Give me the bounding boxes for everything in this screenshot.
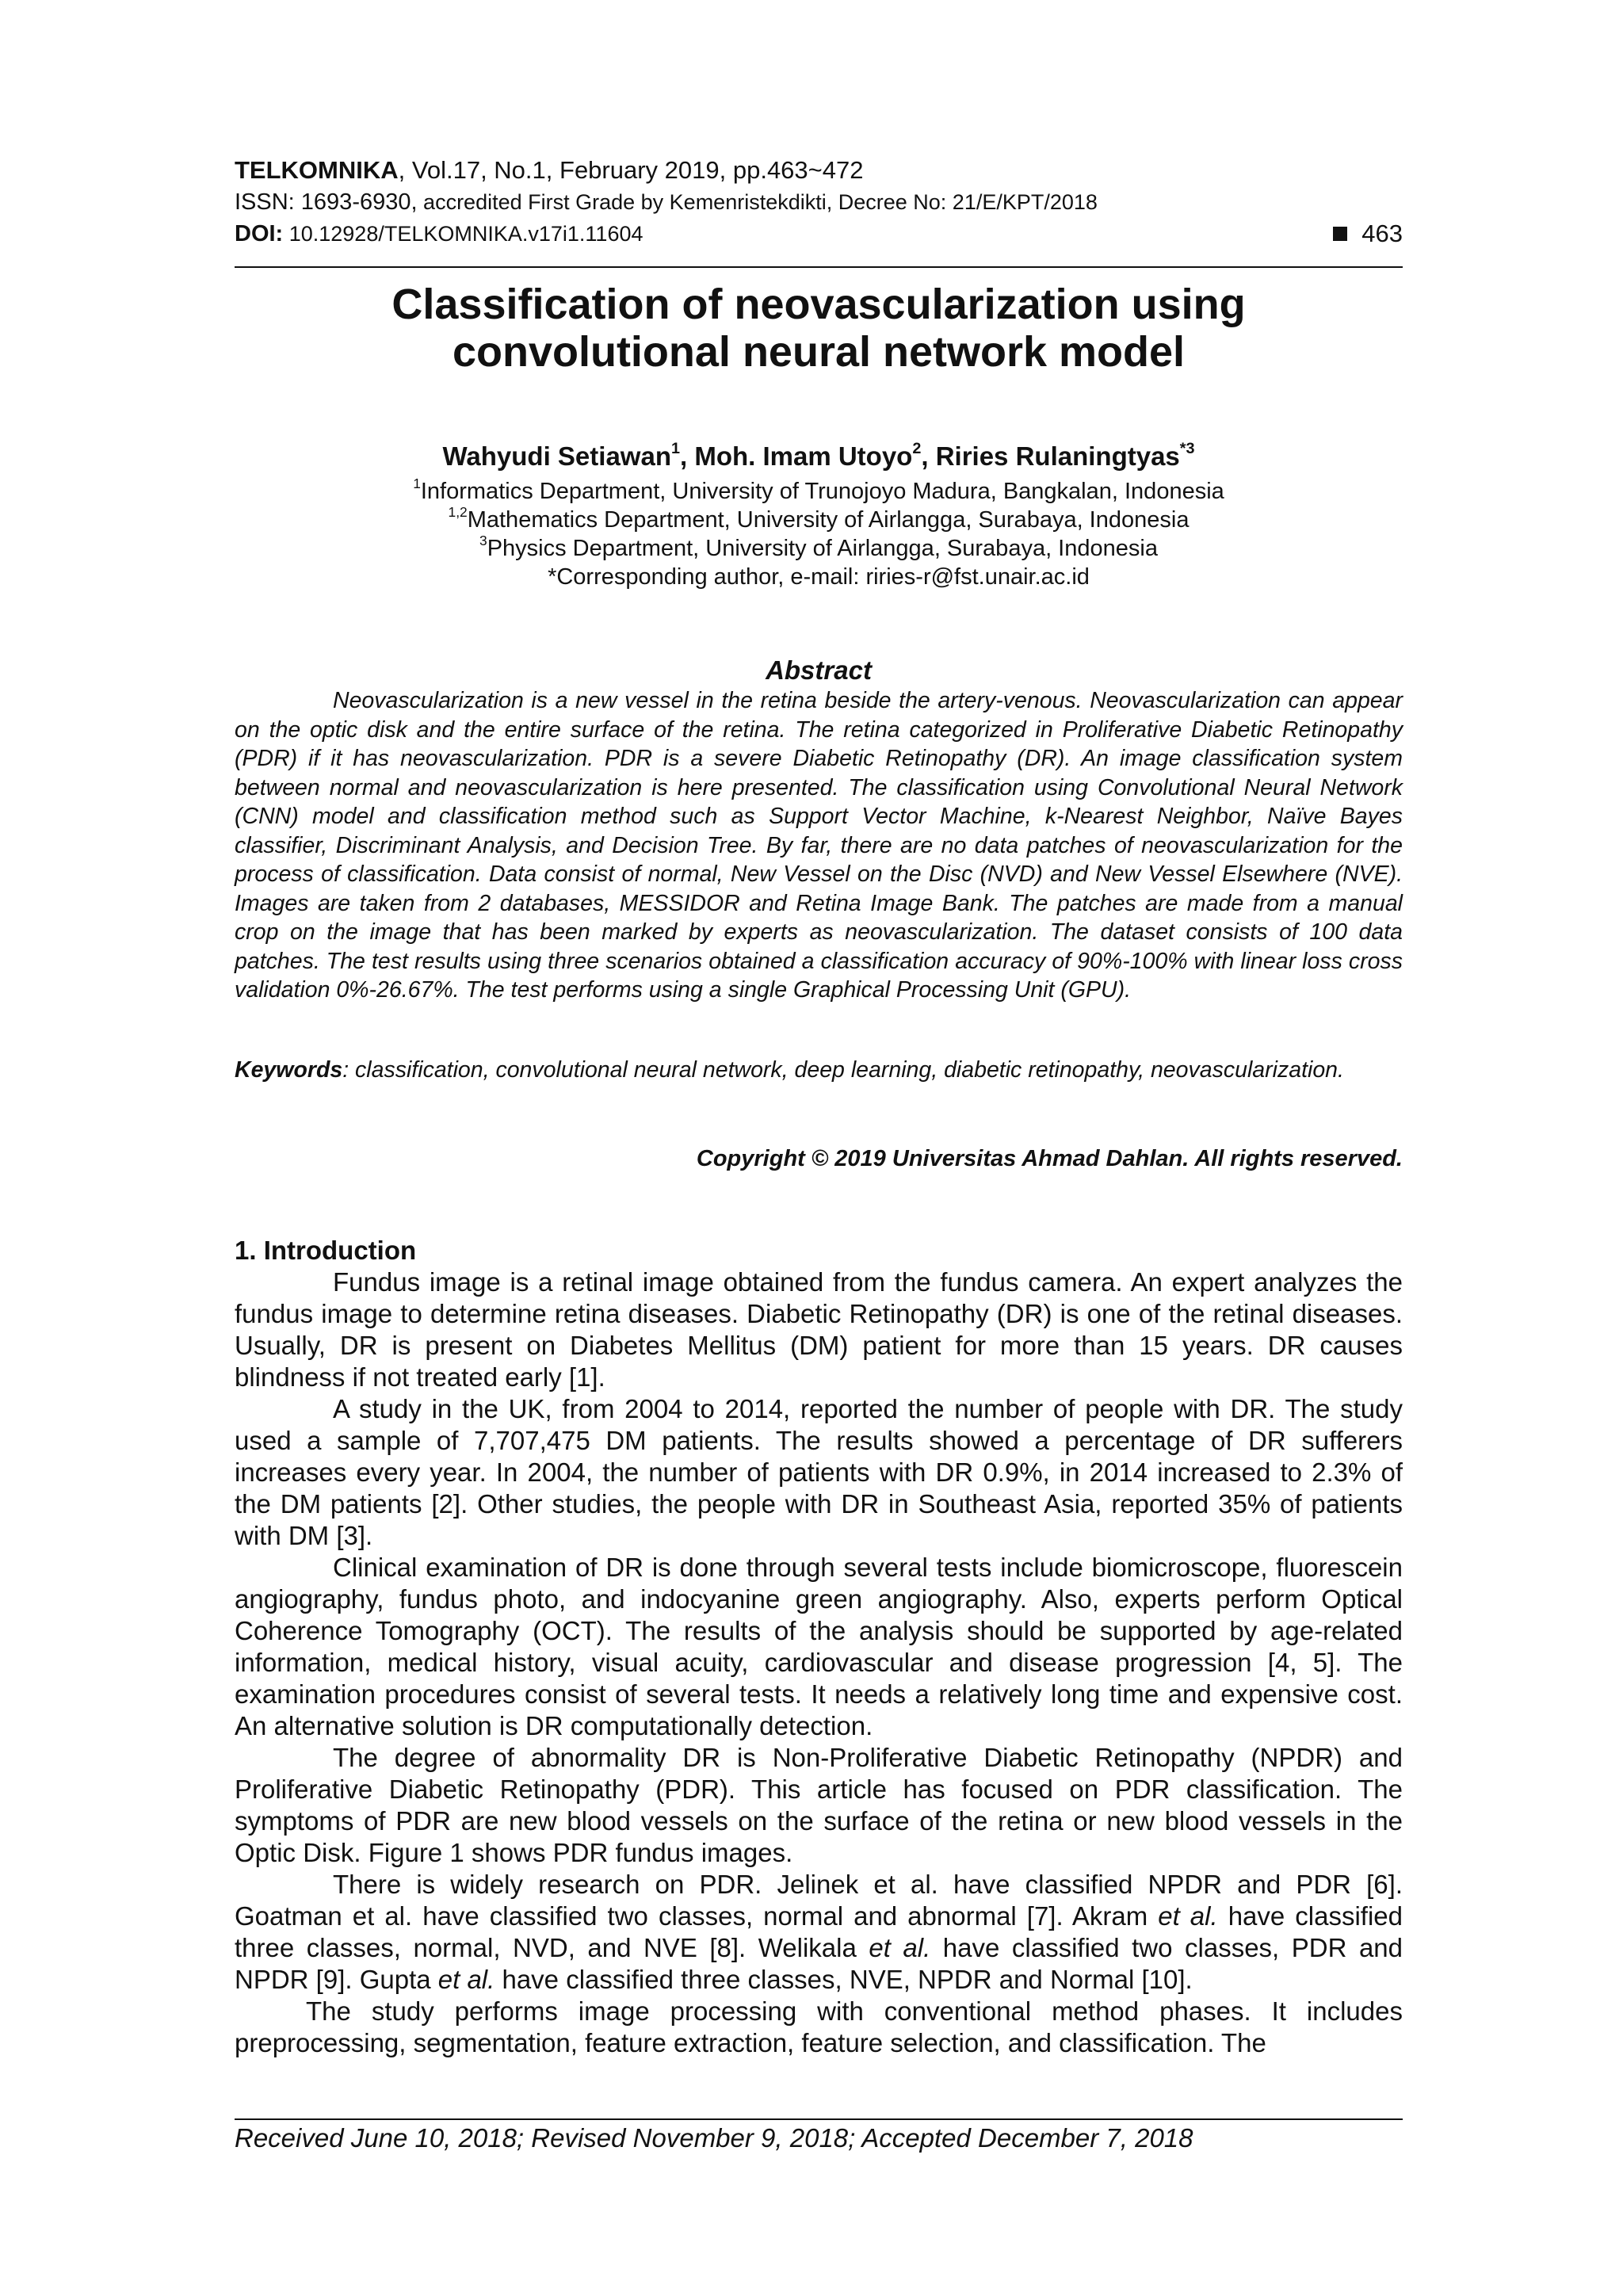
corresponding-author: *Corresponding author, e-mail: riries-r@fst.unair.ac.id xyxy=(548,564,1090,590)
journal-details: , Vol.17, No.1, February 2019, pp.463~472 xyxy=(398,156,864,184)
title-line-1: Classification of neovascularization using xyxy=(391,281,1246,328)
intro-paragraph: Fundus image is a retinal image obtained from the fundus camera. An expert analyzes the fundus image to determine retina diseases. Diabetic Retinopathy (DR) is one of the retinal diseases. Usually, DR is present on Diabetes Mellitus (DM) patient for more than 15 years. DR causes blindness if not treated early [1]. xyxy=(235,1267,1403,1392)
author-3-sup: *3 xyxy=(1179,440,1195,458)
issn-line xyxy=(235,187,1403,217)
journal-header xyxy=(235,155,1403,186)
author-list xyxy=(235,440,1403,473)
intro-paragraph: The degree of abnormality DR is Non-Proliferative Diabetic Retinopathy (NPDR) and Proliferative Diabetic Retinopathy (PDR). This article has focused on PDR classification. The symptoms of PDR are new blood vessels on the surface of the retina or new blood vessels in the Optic Disk. Figure 1 shows PDR fundus images. xyxy=(235,1743,1403,1867)
affiliation-1: $^1$Informatics Department, University of Trunojoyo Madura, Bangkalan, Indonesia xyxy=(413,475,1224,504)
affiliation-3: $^3$Physics Department, University of Airlangga, Surabaya, Indonesia xyxy=(479,532,1158,561)
journal-name: TELKOMNIKA xyxy=(235,156,399,184)
keywords-text: : classification, convolutional neural network, deep learning, diabetic retinopathy, neovascularization. xyxy=(342,1057,1344,1083)
received-dates: Received June 10, 2018; Revised November 9, 2018; Accepted December 7, 2018 xyxy=(235,2123,1193,2153)
author-3: , Riries Rulaningtyas xyxy=(921,441,1180,471)
doi-link[interactable]: 10.12928/TELKOMNIKA.v17i1.11604 xyxy=(283,222,643,246)
abstract-heading: Abstract xyxy=(766,655,872,685)
introduction-body xyxy=(235,1266,1403,2059)
intro-paragraph: A study in the UK, from 2004 to 2014, reported the number of people with DR. The study used a sample of 7,707,475 DM patients. The results showed a percentage of DR sufferers increases every year. In 2004, the number of patients with DR 0.9%, in 2014 increased to 2.3% of the DM patients [2]. Other studies, the people with DR in Southeast Asia, reported 35% of patients with DM [3]. xyxy=(235,1394,1403,1550)
page-number xyxy=(1333,219,1403,249)
author-2-sup: 2 xyxy=(912,440,922,458)
intro-paragraph: Clinical examination of DR is done through several tests include biomicroscope, fluorescein angiography, fundus photo, and indocyanine green angiography. Also, experts perform Optical Coherence Tomography (OCT). The results of the analysis should be supported by age-related information, medical history, visual acuity, cardiovascular and disease progression [4, 5]. The examination procedures consist of several tests. It needs a relatively long time and expensive cost. An alternative solution is DR computationally detection. xyxy=(235,1553,1403,1740)
intro-paragraph: There is widely research on PDR. Jelinek et al. have classified NPDR and PDR [6]. Goatman et al. have classified two classes, normal and abnormal [7]. Akram et al. have classified three classes, normal, NVD, and NVE [8]. Welikala et al. have classified two classes, PDR and NPDR [9]. Gupta et al. have classified three classes, NVE, NPDR and Normal [10]. xyxy=(235,1870,1403,1994)
footer-rule xyxy=(235,2118,1403,2120)
title-line-2: convolutional neural network model xyxy=(452,328,1186,376)
affiliation-2: $^{1,2}$Mathematics Department, University of Airlangga, Surabaya, Indonesia xyxy=(448,503,1190,533)
copyright-notice: Copyright © 2019 Universitas Ahmad Dahlan. All rights reserved. xyxy=(696,1146,1403,1171)
square-bullet-icon xyxy=(1333,227,1347,241)
keywords xyxy=(235,1056,1403,1085)
issn-label: ISSN: 1693-6930, xyxy=(235,189,418,215)
issn-details: accredited First Grade by Kemenristekdikti, Decree No: 21/E/KPT/2018 xyxy=(417,190,1098,214)
paper-title xyxy=(235,281,1403,376)
doi-line xyxy=(235,219,1403,249)
intro-paragraph: The study performs image processing with conventional method phases. It includes preprocessing, segmentation, feature extraction, feature selection, and classification. The xyxy=(235,1996,1403,2057)
abstract-text: Neovascularization is a new vessel in the retina beside the artery-venous. Neovascularization can appear on the optic disk and the entire surface of the retina. The retina categorized in Proliferative Diabetic Retinopathy (PDR) if it has neovascularization. PDR is a severe Diabetic Retinopathy (DR). An image classification system between normal and neovascularization is here presented. The classification using Convolutional Neural Network (CNN) model and classification method such as Support Vector Machine, k-Nearest Neighbor, Naïve Bayes classifier, Discriminant Analysis, and Decision Tree. By far, there are no data patches of neovascularization for the process of classification. Data consist of normal, New Vessel on the Disc (NVD) and New Vessel Elsewhere (NVE). Images are taken from 2 databases, MESSIDOR and Retina Image Bank. The patches are made from a manual crop on the image that has been marked by experts as neovascularization. The dataset consists of 100 data patches. The test results using three scenarios obtained a classification accuracy of 90%-100% with linear loss cross validation 0%-26.67%. The test performs using a single Graphical Processing Unit (GPU). xyxy=(235,688,1403,1003)
section-heading-introduction: 1. Introduction xyxy=(235,1236,417,1265)
author-2: , Moh. Imam Utoyo xyxy=(680,441,913,471)
header-rule xyxy=(235,266,1403,268)
author-1-sup: 1 xyxy=(670,440,680,458)
page-number-value: 463 xyxy=(1361,220,1403,247)
keywords-label: Keywords xyxy=(235,1057,343,1083)
doi-label: DOI: xyxy=(235,221,284,246)
author-1: Wahyudi Setiawan xyxy=(442,441,671,471)
abstract-body xyxy=(235,686,1403,1005)
